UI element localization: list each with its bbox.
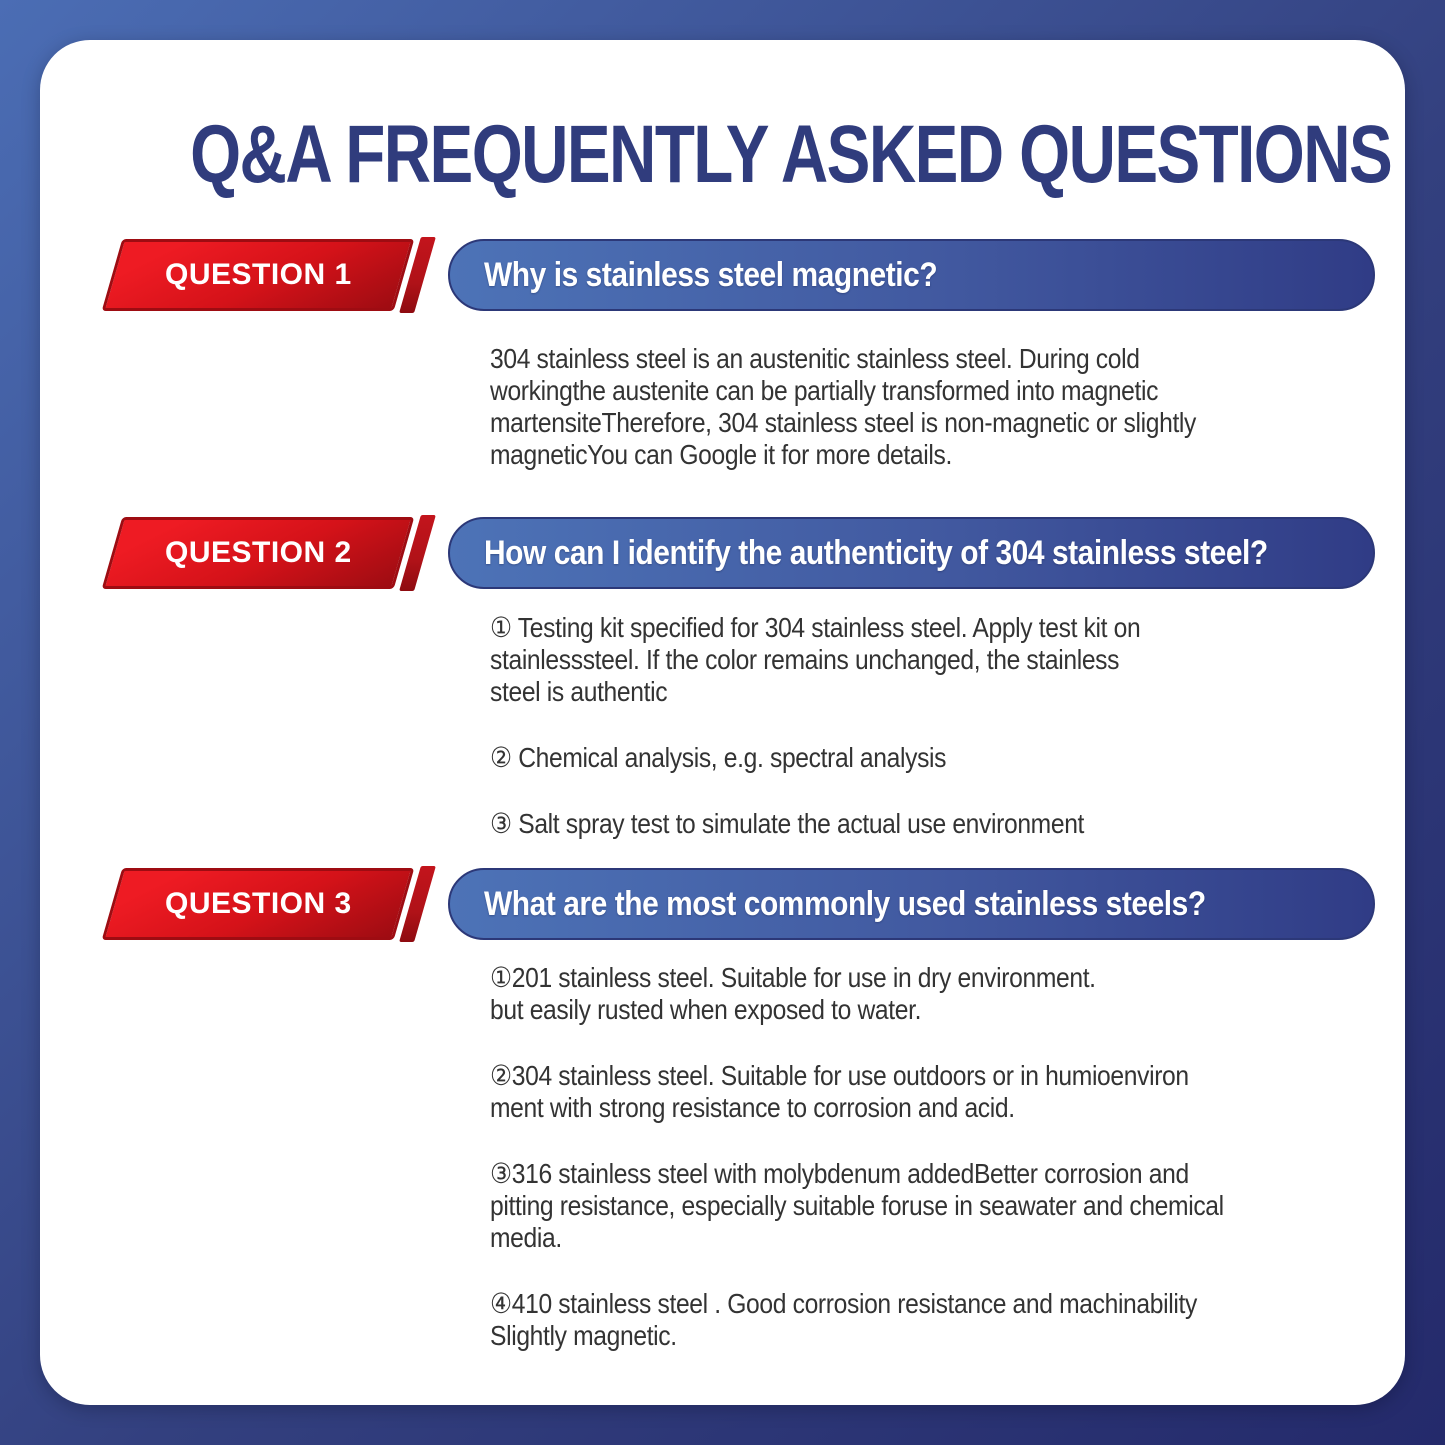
question-1-text: Why is stainless steel magnetic?: [484, 255, 938, 294]
question-2-banner: [448, 517, 1375, 589]
answer-3: [490, 962, 1370, 1352]
question-3-banner: [448, 868, 1375, 940]
answer-2-item-1: ① Testing kit specified for 304 stainless steel. Apply test kit on stainlesssteel. If the color remains unchanged, the stainless steel is authentic: [490, 612, 1141, 707]
question-3-text: What are the most commonly used stainless steels?: [484, 884, 1206, 923]
answer-2: [490, 612, 1370, 840]
question-row-1: [40, 239, 1405, 311]
question-2-badge: [102, 517, 415, 589]
answer-3-item-4: ④410 stainless steel . Good corrosion resistance and machinability Slightly magnetic.: [490, 1288, 1197, 1351]
answer-3-item-3: ③316 stainless steel with molybdenum addedBetter corrosion and pitting resistance, especially suitable foruse in seawater and chemical media.: [490, 1158, 1224, 1253]
answer-2-item-2: ② Chemical analysis, e.g. spectral analysis: [490, 742, 947, 773]
answer-2-item-3: ③ Salt spray test to simulate the actual use environment: [490, 808, 1085, 839]
question-3-badge-label: QUESTION 3: [164, 887, 352, 920]
question-2-text: How can I identify the authenticity of 304 stainless steel?: [484, 533, 1268, 572]
page-title: [40, 108, 1405, 202]
question-2-badge-label: QUESTION 2: [164, 536, 352, 569]
question-row-2: [40, 517, 1405, 589]
answer-1-paragraph: 304 stainless steel is an austenitic stainless steel. During cold workingthe austenite can be partially transformed into magnetic martensiteTherefore, 304 stainless steel is non-magnetic or slightly magneticYou can Google it for more details.: [490, 343, 1197, 470]
question-1-banner: [448, 239, 1375, 311]
question-3-badge: [102, 868, 415, 940]
question-row-3: [40, 868, 1405, 940]
question-1-badge-label: QUESTION 1: [164, 258, 352, 291]
answer-1: [490, 343, 1370, 471]
answer-3-item-1: ①201 stainless steel. Suitable for use in dry environment. but easily rusted when exposed to water.: [490, 962, 1096, 1025]
answer-3-item-2: ②304 stainless steel. Suitable for use outdoors or in humioenviron ment with strong resistance to corrosion and acid.: [490, 1060, 1189, 1123]
question-1-badge: [102, 239, 415, 311]
page-title-text: Q&A FREQUENTLY ASKED QUESTIONS: [190, 109, 1392, 200]
faq-card: [40, 40, 1405, 1405]
